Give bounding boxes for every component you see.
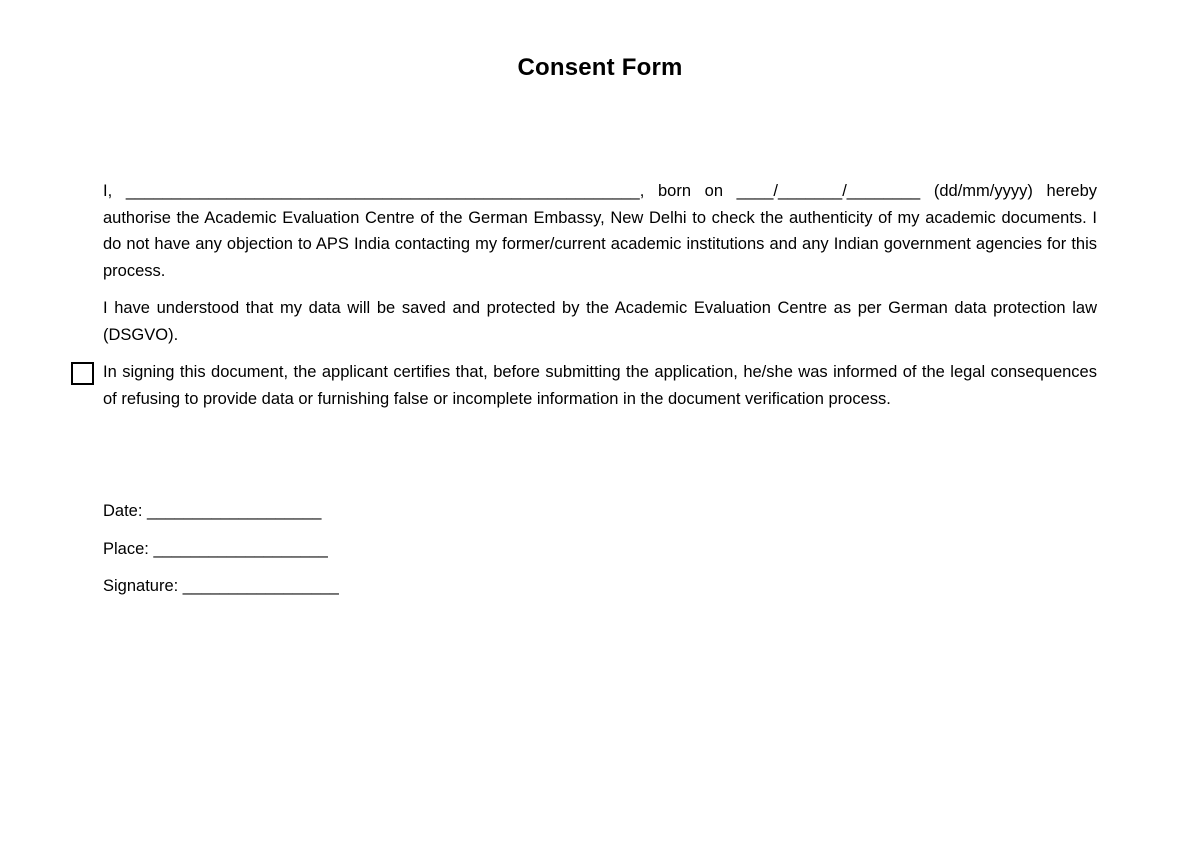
paragraph-text: I, ________________________________________________________, born on ____/_______/________ (dd/mm/yyyy) hereby authorise the Academic Evaluation Centre of the German Embassy, New Delhi to check the authenticity of my academic documents. I do not have any objection to APS India contacting my former/current academic institutions and any Indian government agencies for this process. [103,182,1097,280]
signature-field: Signature: _________________ [103,577,339,595]
consent-paragraph-certification [103,359,1097,412]
certification-checkbox[interactable] [71,362,94,385]
date-field: Date: ___________________ [103,502,322,520]
consent-paragraph-authorisation [103,178,1097,284]
paragraph-text: I have understood that my data will be saved and protected by the Academic Evaluation Centre as per German data protection law (DSGVO). [103,299,1097,344]
place-field: Place: ___________________ [103,540,328,558]
consent-paragraph-data-protection [103,295,1097,348]
paragraph-text: In signing this document, the applicant certifies that, before submitting the application, he/she was informed of the legal consequences of refusing to provide data or furnishing false or incomplete information in the document verification process. [103,363,1097,408]
page-title: Consent Form [517,54,683,81]
